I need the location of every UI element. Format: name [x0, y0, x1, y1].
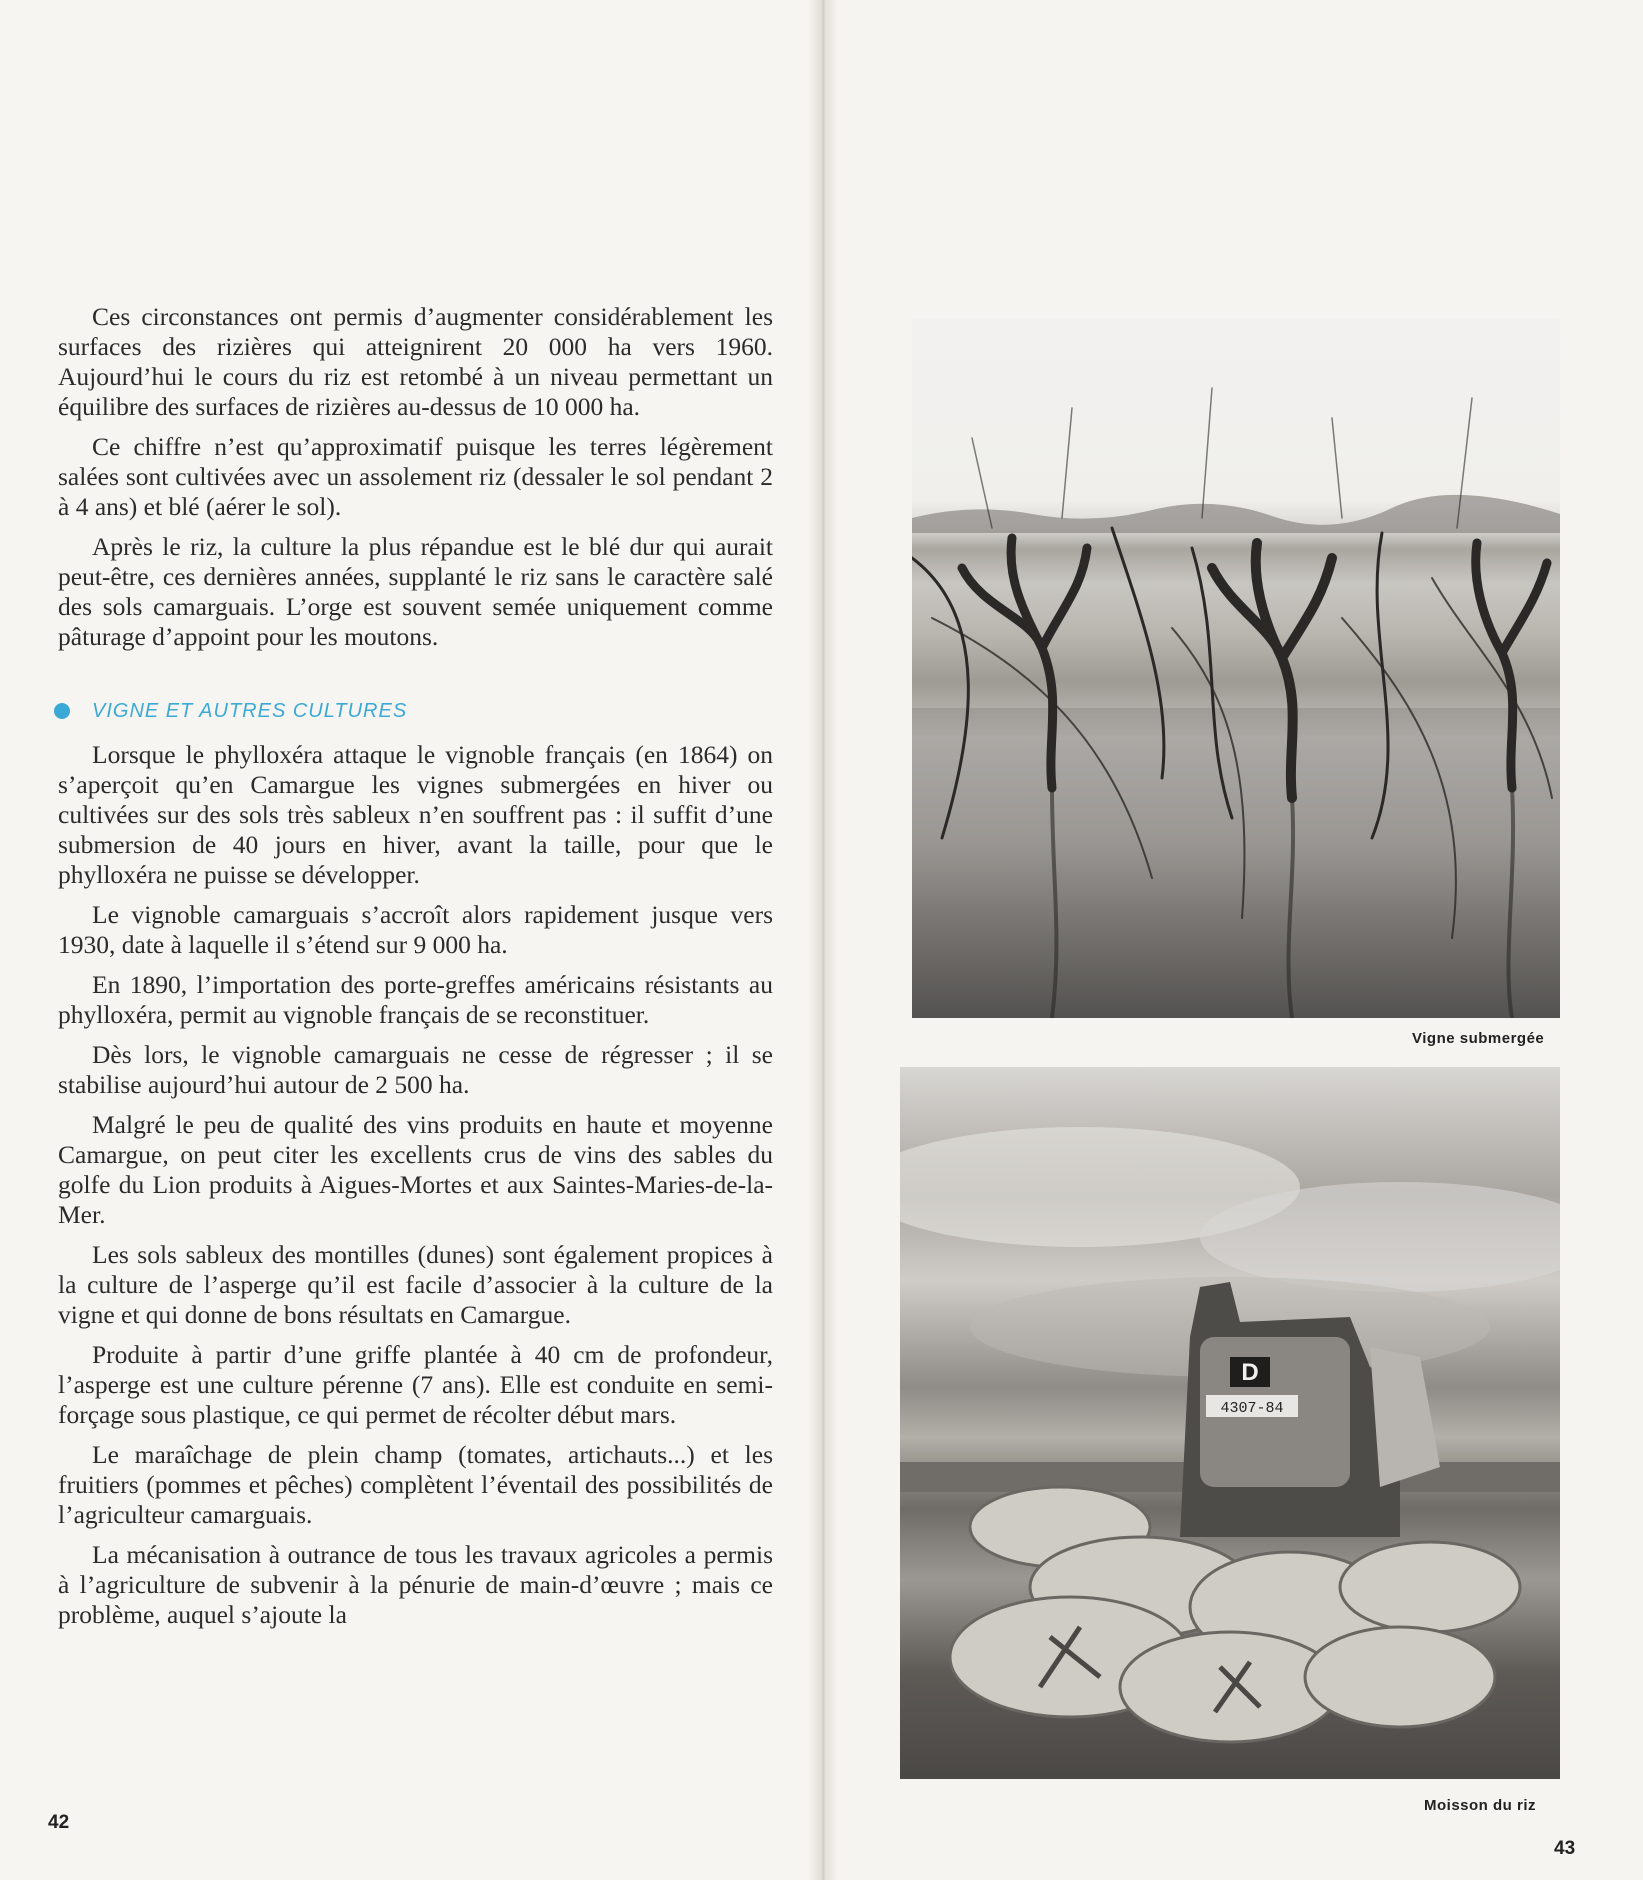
section-heading — [54, 696, 773, 726]
paragraph-mechanisation: La mécanisation à outrance de tous les travaux agricoles a permis à l’agriculture de subvenir à la pénurie de main-d’œuvre ; mais ce problème, auquel s’ajoute la — [58, 1540, 773, 1629]
photo-rice-harvest — [900, 1067, 1560, 1779]
left-text-column — [58, 302, 773, 1640]
harvest-illustration — [900, 1067, 1560, 1779]
paragraph-rootstocks: En 1890, l’importation des porte-greffes américains résistants au phylloxéra, permit au vignoble français de se reconstituer. — [58, 970, 773, 1029]
left-page — [0, 0, 820, 1880]
paragraph-wheat: Après le riz, la culture la plus répandue est le blé dur qui aurait peut-être, ces dernières années, supplanté le riz sans le caractère salé des sols camarguais. L’orge est souvent semée uniquement comme pâturage d’appoint pour les moutons. — [58, 532, 773, 651]
bullet-dot-icon — [54, 703, 70, 719]
caption-vine: Vigne submergée — [1412, 1030, 1545, 1047]
book-gutter — [808, 0, 838, 1880]
paragraph-asparagus: Les sols sableux des montilles (dunes) sont également propices à la culture de l’asperge qu’il est facile d’associer à la culture de la vigne et qui donne de bons résultats en Camargue. — [58, 1240, 773, 1329]
truck-plate-letter: D — [1241, 1359, 1259, 1386]
paragraph-phylloxera: Lorsque le phylloxéra attaque le vignoble français (en 1864) on s’aperçoit qu’en Camargue les vignes submergées en hiver ou cultivées sur des sols très sableux n’en souffrent pas : il suffit d’une submersion de 40 jours en hiver, avant la taille, pour que le phylloxéra ne puisse se développer. — [58, 740, 773, 889]
right-page — [820, 0, 1643, 1880]
page-number-left: 42 — [48, 1812, 70, 1833]
truck-plate-number: 4307-84 — [1220, 1400, 1284, 1417]
paragraph-rotation: Ce chiffre n’est qu’approximatif puisque les terres légèrement salées sont cultivées avec un assolement riz (dessaler le sol pendant 2 à 4 ans) et blé (aérer le sol). — [58, 432, 773, 521]
caption-harvest: Moisson du riz — [1424, 1797, 1536, 1814]
paragraph-vineyard-growth: Le vignoble camarguais s’accroît alors rapidement jusque vers 1930, date à laquelle il s’étend sur 9 000 ha. — [58, 900, 773, 959]
photo-submerged-vineyard — [912, 318, 1560, 1018]
section-heading-label: VIGNE ET AUTRES CULTURES — [92, 700, 408, 722]
page-number-right: 43 — [1554, 1838, 1576, 1859]
vine-illustration — [912, 318, 1560, 1018]
paragraph-asparagus-culture: Produite à partir d’une griffe plantée à 40 cm de profondeur, l’asperge est une culture pérenne (7 ans). Elle est conduite en semi-forçage sous plastique, ce qui permet de récolter début mars. — [58, 1340, 773, 1429]
paragraph-market-gardening: Le maraîchage de plein champ (tomates, artichauts...) et les fruitiers (pommes et pêches) complètent l’éventail des possibilités de l’agriculteur camarguais. — [58, 1440, 773, 1529]
paragraph-wines: Malgré le peu de qualité des vins produits en haute et moyenne Camargue, on peut citer les excellents crus de vins des sables du golfe du Lion produits à Aigues-Mortes et aux Saintes-Maries-de-la-Mer. — [58, 1110, 773, 1229]
paragraph-decline: Dès lors, le vignoble camarguais ne cesse de régresser ; il se stabilise aujourd’hui autour de 2 500 ha. — [58, 1040, 773, 1099]
paragraph-rice-area: Ces circonstances ont permis d’augmenter considérablement les surfaces des rizières qui atteignirent 20 000 ha vers 1960. Aujourd’hui le cours du riz est retombé à un niveau permettant un équilibre des surfaces de rizières au-dessus de 10 000 ha. — [58, 302, 773, 421]
